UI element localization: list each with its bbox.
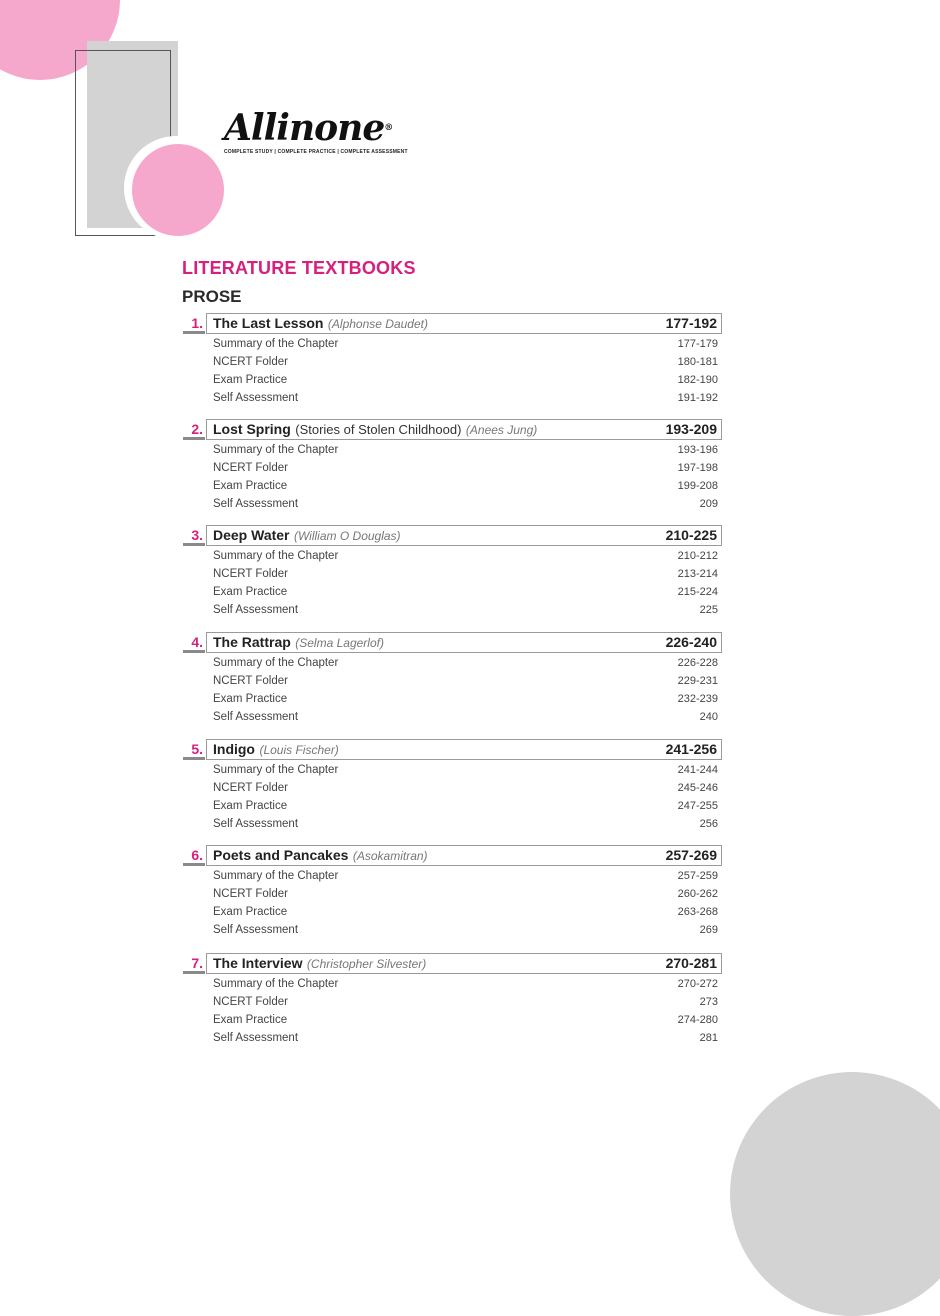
section-pages: 257-259 [677, 870, 718, 882]
section-pages: 240 [699, 711, 718, 723]
chapter-number: 3. [183, 525, 205, 546]
section-pages: 191-192 [677, 392, 718, 404]
section-item[interactable] [183, 353, 723, 371]
section-label: NCERT Folder [213, 356, 288, 368]
section-pages: 225 [699, 604, 718, 616]
chapter-author: (Alphonse Daudet) [327, 317, 428, 331]
section-pages: 197-198 [677, 462, 718, 474]
chapter-sections [183, 867, 723, 939]
chapter-title: Deep Water [213, 527, 290, 543]
chapter-author: (Asokamitran) [352, 849, 428, 863]
section-item[interactable] [183, 708, 723, 726]
section-label: Exam Practice [213, 586, 288, 598]
chapter-author: (Selma Lagerlof) [295, 636, 384, 650]
section-item[interactable] [183, 779, 723, 797]
section-item[interactable] [183, 565, 723, 583]
registered-mark: ® [384, 123, 393, 133]
chapter-number: 7. [183, 953, 205, 974]
section-label: Exam Practice [213, 906, 288, 918]
section-label: Exam Practice [213, 800, 288, 812]
section-item[interactable] [183, 459, 723, 477]
chapter-title: Poets and Pancakes [213, 847, 349, 863]
chapter-header [183, 953, 723, 974]
section-item[interactable] [183, 335, 723, 353]
chapter-header [183, 525, 723, 546]
chapter-number: 6. [183, 845, 205, 866]
chapter-entry [183, 525, 723, 619]
chapter-title-box[interactable] [206, 632, 722, 653]
decorative-circle-bottom [730, 1072, 940, 1316]
section-pages: 247-255 [677, 800, 718, 812]
section-item[interactable] [183, 867, 723, 885]
section-label: Summary of the Chapter [213, 978, 339, 990]
chapter-pages: 193-209 [665, 421, 717, 437]
section-pages: 273 [699, 996, 718, 1008]
section-label: Self Assessment [213, 392, 299, 404]
chapter-sections [183, 975, 723, 1047]
section-pages: 260-262 [677, 888, 718, 900]
section-label: Exam Practice [213, 480, 288, 492]
chapter-author: (Anees Jung) [465, 423, 538, 437]
section-label: Exam Practice [213, 374, 288, 386]
section-pages: 281 [699, 1032, 718, 1044]
chapter-entry [183, 313, 723, 407]
chapter-author: (William O Douglas) [293, 529, 401, 543]
section-pages: 269 [699, 924, 718, 936]
section-pages: 177-179 [677, 338, 718, 350]
section-pages: 209 [699, 498, 718, 510]
section-title: LITERATURE TEXTBOOKS [182, 258, 416, 278]
section-pages: 232-239 [677, 693, 718, 705]
chapter-sections [183, 761, 723, 833]
section-item[interactable] [183, 903, 723, 921]
section-item[interactable] [183, 690, 723, 708]
section-item[interactable] [183, 601, 723, 619]
section-pages: 215-224 [677, 586, 718, 598]
chapter-title-box[interactable] [206, 845, 722, 866]
section-label: Summary of the Chapter [213, 444, 339, 456]
section-item[interactable] [183, 389, 723, 407]
section-item[interactable] [183, 583, 723, 601]
chapter-author: (Louis Fischer) [259, 743, 339, 757]
section-item[interactable] [183, 921, 723, 939]
section-pages: 193-196 [677, 444, 718, 456]
section-item[interactable] [183, 654, 723, 672]
section-item[interactable] [183, 1011, 723, 1029]
section-label: Self Assessment [213, 818, 299, 830]
section-item[interactable] [183, 761, 723, 779]
section-label: Summary of the Chapter [213, 550, 339, 562]
section-label: Summary of the Chapter [213, 870, 339, 882]
section-label: NCERT Folder [213, 462, 288, 474]
section-label: NCERT Folder [213, 568, 288, 580]
chapter-sections [183, 335, 723, 407]
chapter-entry [183, 953, 723, 1047]
section-label: Exam Practice [213, 1014, 288, 1026]
brand-logo [224, 108, 414, 155]
chapter-title: The Rattrap [213, 634, 291, 650]
chapter-title: Indigo [213, 741, 255, 757]
chapter-number: 1. [183, 313, 205, 334]
section-pages: 180-181 [677, 356, 718, 368]
section-pages: 270-272 [677, 978, 718, 990]
chapter-number: 4. [183, 632, 205, 653]
chapter-entry [183, 845, 723, 939]
chapter-pages: 241-256 [665, 741, 717, 757]
chapter-sections [183, 441, 723, 513]
chapter-header [183, 845, 723, 866]
section-label: NCERT Folder [213, 782, 288, 794]
section-item[interactable] [183, 477, 723, 495]
chapter-pages: 210-225 [665, 527, 717, 543]
chapter-pages: 270-281 [665, 955, 717, 971]
section-pages: 226-228 [677, 657, 718, 669]
section-pages: 229-231 [677, 675, 718, 687]
chapter-author: (Christopher Silvester) [306, 957, 427, 971]
section-item[interactable] [183, 547, 723, 565]
chapter-header [183, 313, 723, 334]
section-label: Summary of the Chapter [213, 764, 339, 776]
chapter-number: 5. [183, 739, 205, 760]
chapter-title: Lost Spring [213, 421, 291, 437]
decorative-circle-mid [132, 144, 224, 236]
logo-text: Allinone [224, 107, 385, 149]
chapter-pages: 257-269 [665, 847, 717, 863]
section-item[interactable] [183, 993, 723, 1011]
chapter-title-box[interactable] [206, 419, 722, 440]
chapter-title-box[interactable] [206, 739, 722, 760]
chapter-pages: 226-240 [665, 634, 717, 650]
section-pages: 182-190 [677, 374, 718, 386]
chapter-title-box[interactable] [206, 953, 722, 974]
section-label: NCERT Folder [213, 675, 288, 687]
section-label: NCERT Folder [213, 996, 288, 1008]
chapter-entry [183, 419, 723, 513]
chapter-title: The Interview [213, 955, 303, 971]
section-item[interactable] [183, 975, 723, 993]
chapter-title: The Last Lesson [213, 315, 324, 331]
section-pages: 263-268 [677, 906, 718, 918]
section-label: Self Assessment [213, 1032, 299, 1044]
logo-tagline: COMPLETE STUDY | COMPLETE PRACTICE | COMPLETE ASSESSMENT [224, 149, 408, 155]
logo-wordmark [224, 108, 414, 148]
section-item[interactable] [183, 797, 723, 815]
section-label: Self Assessment [213, 924, 299, 936]
chapter-sections [183, 654, 723, 726]
chapter-header [183, 739, 723, 760]
section-label: Summary of the Chapter [213, 657, 339, 669]
section-item[interactable] [183, 371, 723, 389]
chapter-entry [183, 739, 723, 833]
chapter-pages: 177-192 [665, 315, 717, 331]
section-label: Summary of the Chapter [213, 338, 339, 350]
section-pages: 241-244 [677, 764, 718, 776]
section-pages: 256 [699, 818, 718, 830]
section-pages: 245-246 [677, 782, 718, 794]
chapter-entry [183, 632, 723, 726]
section-item[interactable] [183, 885, 723, 903]
section-item[interactable] [183, 815, 723, 833]
section-item[interactable] [183, 1029, 723, 1047]
section-pages: 210-212 [677, 550, 718, 562]
chapter-header [183, 632, 723, 653]
chapter-sections [183, 547, 723, 619]
chapter-header [183, 419, 723, 440]
chapter-number: 2. [183, 419, 205, 440]
chapter-title-box[interactable] [206, 525, 722, 546]
chapter-subtitle: (Stories of Stolen Childhood) [295, 422, 462, 437]
section-label: Exam Practice [213, 693, 288, 705]
section-item[interactable] [183, 495, 723, 513]
section-label: Self Assessment [213, 498, 299, 510]
section-label: Self Assessment [213, 604, 299, 616]
section-item[interactable] [183, 441, 723, 459]
section-pages: 274-280 [677, 1014, 718, 1026]
section-pages: 199-208 [677, 480, 718, 492]
chapter-title-box[interactable] [206, 313, 722, 334]
section-pages: 213-214 [677, 568, 718, 580]
section-subtitle: PROSE [182, 287, 242, 306]
section-label: Self Assessment [213, 711, 299, 723]
section-label: NCERT Folder [213, 888, 288, 900]
section-item[interactable] [183, 672, 723, 690]
